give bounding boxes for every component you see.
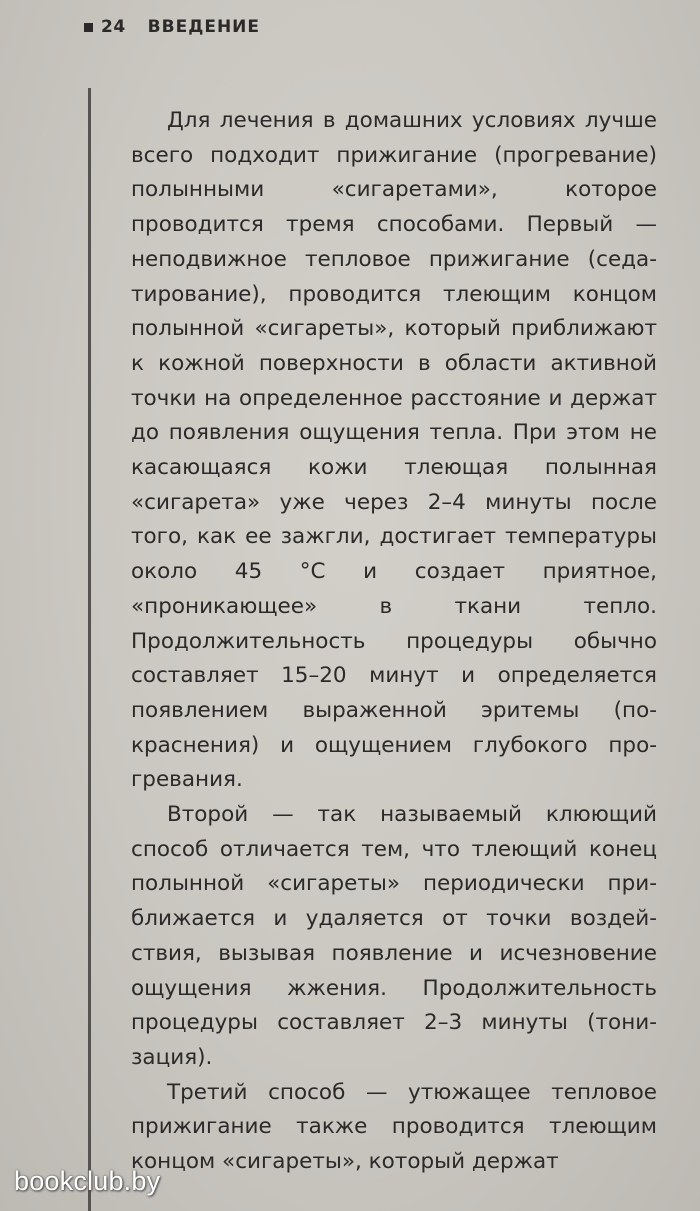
watermark: bookclub.by [14, 1166, 161, 1196]
page-number: 24 [101, 17, 126, 37]
paragraph: Третий способ — утюжащее тепловое прижигание также проводится тлеющим концом «сигареты», который держат [131, 1079, 657, 1175]
section-title: ВВЕДЕНИЕ [147, 17, 261, 37]
margin-rule [88, 88, 91, 1211]
running-header [84, 14, 260, 40]
body-text [131, 104, 657, 1180]
paragraph: Второй — так называемый клюющий способ отличается тем, что тлеющий конец полынной «сигареты» периодически приближается и удаляется от точки воздействия, вызывая появление и исчезновение ощущения жжения. Продолжительность процедуры составляет 2–3 минуты (тонизация). [131, 802, 657, 1070]
paragraph: Для лечения в домашних условиях лучше всего подходит прижигание (прогревание) полынными «сигаретами», которое проводится тремя способами. Первый — неподвижное тепловое прижигание (седатирование), проводится тлеющим концом полынной «сигареты», который приближают к кожной поверхности в области активной точки на определенное расстояние и держат до появления ощущения тепла. При этом не касающаяся кожи тлеющая полынная «сигарета» уже через 2–4 минуты после того, как ее зажгли, достигает температуры около 45 °С и создает приятное, «проникающее» в ткани тепло. Продолжительность процедуры обычно составляет 15–20 минут и определяется появлением выраженной эритемы (покраснения) и ощущением глубокого прогревания. [131, 108, 657, 793]
header-bullet-icon [84, 23, 93, 32]
